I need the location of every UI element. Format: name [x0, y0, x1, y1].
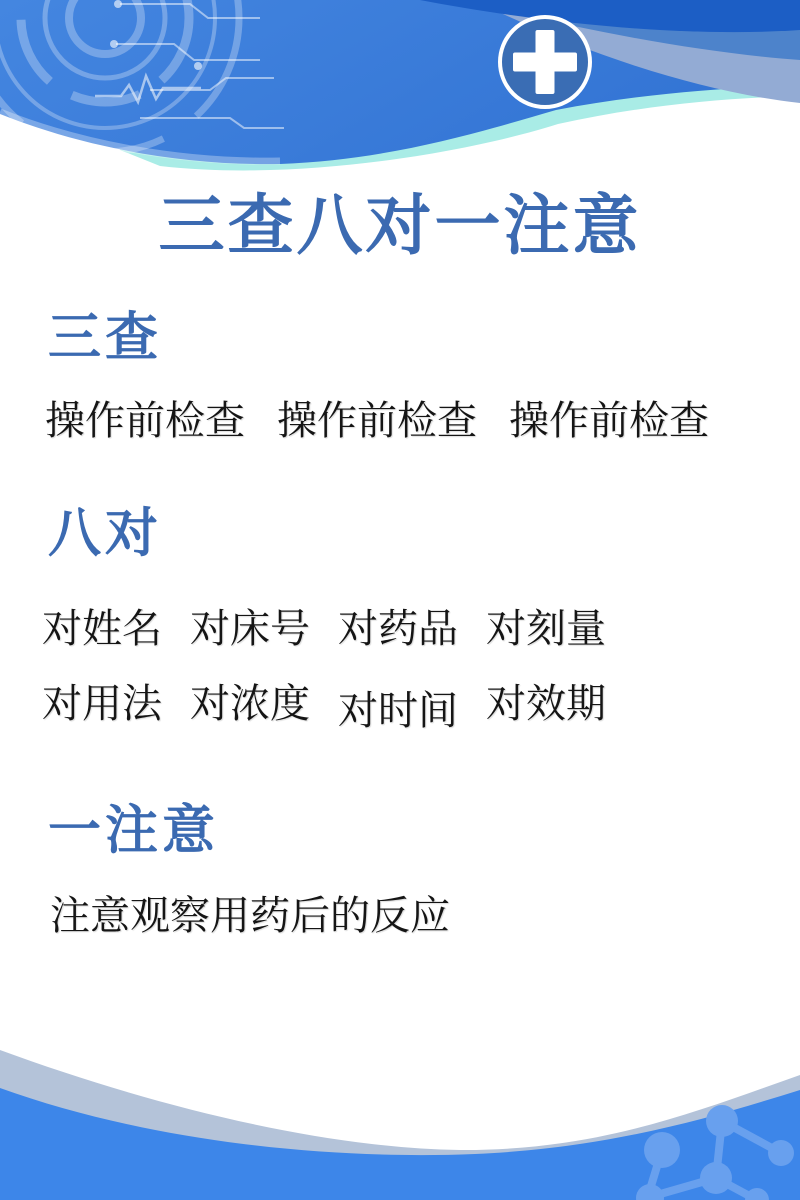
check-item: 操作前检查 [509, 399, 709, 443]
verify-item: 对用法 [42, 682, 162, 726]
verify-item: 对效期 [486, 682, 606, 726]
section-heading-eight-verifications: 八对 [48, 504, 162, 563]
three-checks-items [45, 401, 709, 441]
section-heading-three-checks: 三查 [48, 308, 162, 367]
verify-item: 对床号 [190, 607, 310, 651]
verify-item: 对浓度 [190, 682, 310, 726]
footer-banner [0, 1030, 800, 1200]
header-banner [0, 0, 800, 360]
verify-item: 对刻量 [486, 607, 606, 651]
attention-item: 注意观察用药后的反应 [50, 894, 450, 938]
check-item: 操作前检查 [277, 399, 477, 443]
one-attention-note [50, 896, 450, 936]
section-heading-one-attention: 一注意 [48, 801, 219, 860]
medical-cross-icon [500, 17, 590, 107]
verify-item: 对时间 [338, 689, 458, 733]
verify-item: 对药品 [338, 607, 458, 651]
eight-verifications-row-1 [42, 609, 606, 649]
eight-verifications-row-2 [42, 682, 606, 733]
verify-item: 对姓名 [42, 607, 162, 651]
poster-title: 三查八对一注意 [158, 188, 642, 262]
check-item: 操作前检查 [45, 399, 245, 443]
